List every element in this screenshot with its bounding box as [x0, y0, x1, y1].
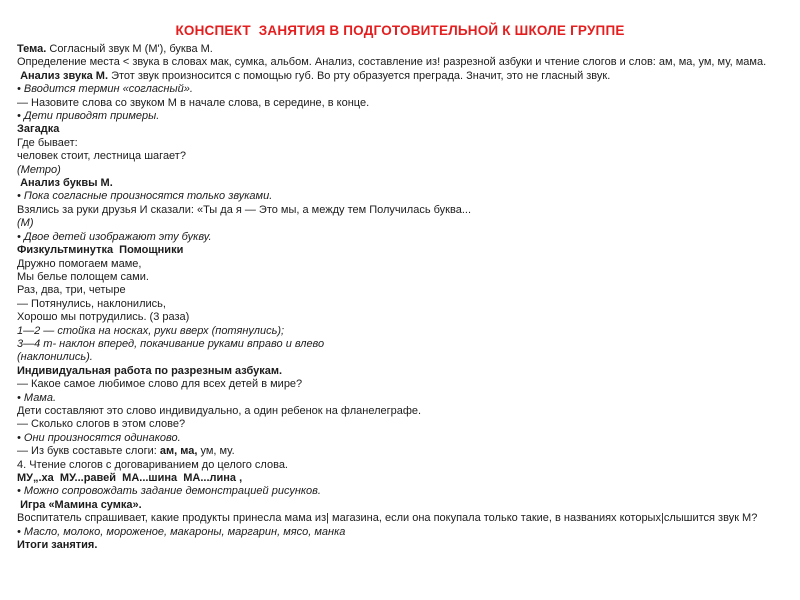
text-line	[17, 190, 786, 203]
text-segment: Физкультминутка Помощники	[17, 244, 184, 257]
text-segment: человек стоит, лестница шагает?	[17, 150, 186, 163]
text-segment: Воспитатель спрашивает, какие продукты принесла мама из| магазина, если она покупала только такие, в названиях которых|слышится звук М?	[17, 512, 758, 525]
text-segment: Тема.	[17, 43, 47, 55]
text-line	[17, 405, 786, 418]
text-segment: — Сколько слогов в этом слове?	[17, 418, 186, 431]
text-line	[17, 97, 786, 110]
text-segment: Анализ буквы М.	[17, 177, 113, 190]
text-line	[17, 231, 786, 244]
text-line	[17, 110, 786, 123]
page-title: КОНСПЕКТ ЗАНЯТИЯ В ПОДГОТОВИТЕЛЬНОЙ К ШКОЛЕ ГРУППЕ	[175, 23, 625, 38]
text-segment: — Потянулись, наклонились,	[17, 297, 166, 310]
text-segment: Мы белье полощем сами.	[17, 270, 149, 283]
text-line	[17, 539, 786, 552]
text-line	[17, 392, 786, 405]
text-line	[17, 365, 786, 378]
text-line	[17, 472, 786, 485]
text-segment: Индивидуальная работа по разрезным азбукам.	[17, 364, 283, 377]
text-segment: • Мама.	[17, 391, 57, 404]
text-line	[17, 378, 786, 391]
text-line	[17, 485, 786, 498]
text-line	[17, 298, 786, 311]
text-segment: МУ„.ха МУ...равей МА...шина МА...лина ,	[17, 472, 243, 484]
text-line	[17, 150, 786, 163]
text-segment: (Метро)	[17, 163, 61, 176]
text-segment: • Двое детей изображают эту букву.	[17, 230, 212, 243]
text-segment: 4. Чтение слогов с договариванием до целого слова.	[17, 458, 288, 471]
text-line	[17, 137, 786, 150]
text-line	[17, 418, 786, 431]
text-segment: Дети составляют это слово индивидуально, а один ребенок на фланелеграфе.	[17, 404, 422, 417]
text-line	[17, 284, 786, 297]
text-line	[17, 271, 786, 284]
text-line	[17, 43, 786, 56]
text-line	[17, 56, 786, 69]
text-segment: Взялись за руки друзья И сказали: «Ты да я — Это мы, а между тем Получилась буква...	[17, 203, 472, 216]
text-segment: • Они произносятся одинаково.	[17, 431, 181, 444]
text-segment: ам, ма,	[159, 445, 198, 458]
text-line	[17, 258, 786, 271]
text-line	[17, 177, 786, 190]
text-line	[17, 70, 786, 83]
text-line	[17, 432, 786, 445]
text-segment: Анализ звука М.	[17, 69, 109, 82]
text-segment: (наклонились).	[17, 351, 93, 364]
text-line	[17, 311, 786, 324]
text-line	[17, 123, 786, 136]
text-line	[17, 445, 786, 458]
text-segment: Где бывает:	[17, 136, 78, 149]
text-line	[17, 217, 786, 230]
text-segment: • Пока согласные произносятся только звуками.	[17, 190, 273, 203]
text-line	[17, 459, 786, 472]
text-segment: Согласный звук М (М'), буква М.	[46, 43, 213, 55]
text-line	[17, 499, 786, 512]
text-segment: Дружно помогаем маме,	[17, 257, 142, 270]
text-segment: Итоги занятия.	[17, 539, 98, 552]
text-segment: ум, му.	[197, 445, 235, 458]
text-line	[17, 338, 786, 351]
text-segment: — Какое самое любимое слово для всех детей в мире?	[17, 378, 303, 391]
text-segment: Определение места < звука в словах мак, сумка, альбом. Анализ, составление из! разрезной азбуки и чтение слогов и слов: ам, ма, ум, му, мама.	[17, 56, 767, 69]
text-segment: Раз, два, три, четыре	[17, 284, 126, 297]
text-segment: 3—4 т- наклон вперед, покачивание руками вправо и влево	[17, 337, 325, 350]
text-segment: • Вводится термин «согласный».	[17, 83, 193, 96]
document-body	[17, 43, 786, 552]
text-segment: • Дети приводят примеры.	[17, 110, 160, 123]
text-segment: • Масло, молоко, мороженое, макароны, маргарин, мясо, манка	[17, 525, 346, 538]
text-segment: Игра «Мамина сумка».	[17, 498, 142, 511]
text-segment: — Из букв составьте слоги:	[17, 445, 160, 458]
text-line	[17, 83, 786, 96]
text-segment: • Можно сопровождать задание демонстрацией рисунков.	[17, 485, 321, 498]
text-line	[17, 512, 786, 525]
text-line	[17, 325, 786, 338]
text-line	[17, 351, 786, 364]
text-segment: (М)	[17, 217, 34, 230]
text-segment: 1—2 — стойка на носках, руки вверх (потянулись);	[17, 324, 285, 337]
text-line	[17, 164, 786, 177]
text-segment: Этот звук произносится с помощью губ. Во рту образуется преграда. Значит, это не гласный звук.	[108, 69, 611, 82]
text-line	[17, 204, 786, 217]
text-line	[17, 244, 786, 257]
text-segment: — Назовите слова со звуком М в начале слова, в середине, в конце.	[17, 96, 370, 109]
text-line	[17, 526, 786, 539]
text-segment: Хорошо мы потрудились. (3 раза)	[17, 311, 190, 324]
text-segment: Загадка	[17, 123, 60, 136]
